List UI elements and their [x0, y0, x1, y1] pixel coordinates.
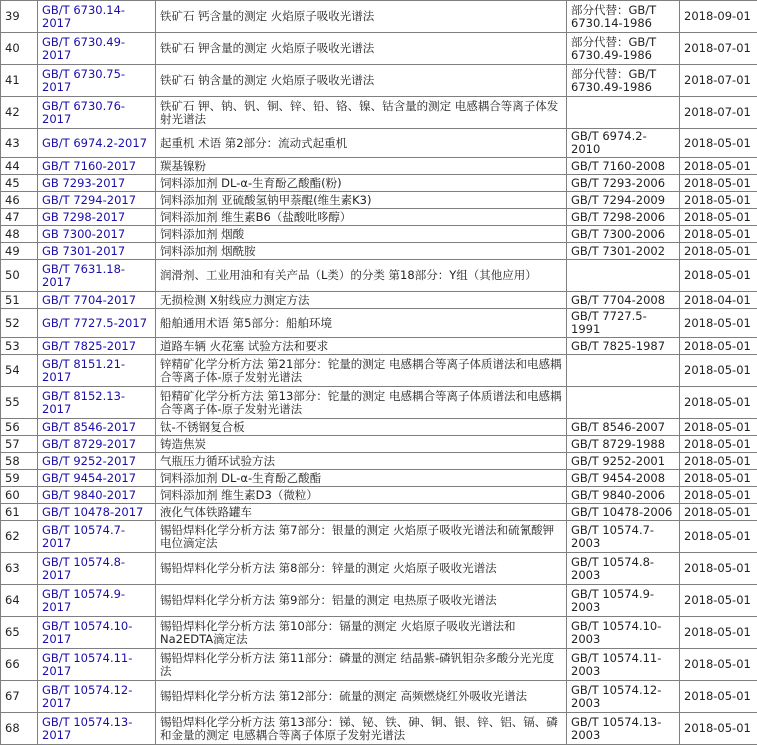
table-row: [1, 713, 757, 745]
effective-date: 2018-07-01: [680, 33, 757, 65]
effective-date: 2018-05-01: [680, 387, 757, 419]
table-row: [1, 649, 757, 681]
standard-code-cell: [38, 97, 156, 129]
table-row: [1, 521, 757, 553]
row-number: 48: [1, 226, 38, 243]
replaced-standard: [567, 355, 680, 387]
row-number: 50: [1, 260, 38, 292]
table-row: [1, 453, 757, 470]
table-row: [1, 260, 757, 292]
standard-code-link[interactable]: GB/T 8151.21-2017: [42, 357, 125, 384]
replaced-standard: 部分代替：GB/T 6730.49-1986: [567, 65, 680, 97]
standard-name: 无损检测 X射线应力测定方法: [156, 292, 567, 309]
replaced-standard: GB/T 10574.7-2003: [567, 521, 680, 553]
replaced-standard: [567, 260, 680, 292]
standard-code-cell: [38, 65, 156, 97]
table-row: [1, 419, 757, 436]
replaced-standard: GB/T 7293-2006: [567, 175, 680, 192]
table-row: [1, 617, 757, 649]
effective-date: 2018-05-01: [680, 521, 757, 553]
standard-code-cell: [38, 553, 156, 585]
standard-code-link[interactable]: GB/T 6730.75-2017: [42, 67, 125, 94]
standard-name: 液化气体铁路罐车: [156, 504, 567, 521]
table-row: [1, 355, 757, 387]
row-number: 49: [1, 243, 38, 260]
standard-name: 道路车辆 火花塞 试验方法和要求: [156, 338, 567, 355]
standard-name: 饲料添加剂 DL-α-生育酚乙酸酯: [156, 470, 567, 487]
row-number: 64: [1, 585, 38, 617]
standard-code-cell: [38, 226, 156, 243]
replaced-standard: GB/T 7298-2006: [567, 209, 680, 226]
replaced-standard: GB/T 9454-2008: [567, 470, 680, 487]
row-number: 44: [1, 158, 38, 175]
effective-date: 2018-05-01: [680, 243, 757, 260]
table-row: [1, 175, 757, 192]
standard-code-cell: [38, 33, 156, 65]
standard-name: 锡铅焊料化学分析方法 第11部分：磷量的测定 结晶紫-磷钒钼杂多酸分光光度法: [156, 649, 567, 681]
table-row: [1, 436, 757, 453]
row-number: 54: [1, 355, 38, 387]
standard-code-link[interactable]: GB/T 9252-2017: [42, 454, 136, 468]
table-row: [1, 33, 757, 65]
effective-date: 2018-05-01: [680, 175, 757, 192]
standard-name: 锡铅焊料化学分析方法 第10部分：镉量的测定 火焰原子吸收光谱法和Na2EDTA滴定法: [156, 617, 567, 649]
standard-code-cell: [38, 419, 156, 436]
standard-name: 气瓶压力循环试验方法: [156, 453, 567, 470]
replaced-standard: GB/T 9252-2001: [567, 453, 680, 470]
row-number: 56: [1, 419, 38, 436]
standard-code-cell: [38, 387, 156, 419]
standard-code-link[interactable]: GB/T 10478-2017: [42, 505, 143, 519]
effective-date: 2018-07-01: [680, 65, 757, 97]
effective-date: 2018-05-01: [680, 419, 757, 436]
standard-name: 船舶通用术语 第5部分：船舶环境: [156, 309, 567, 338]
replaced-standard: GB/T 10574.13-2003: [567, 713, 680, 745]
standard-name: 铁矿石 钙含量的测定 火焰原子吸收光谱法: [156, 1, 567, 33]
standard-code-cell: [38, 175, 156, 192]
row-number: 43: [1, 129, 38, 158]
standard-code-link[interactable]: GB 7300-2017: [42, 227, 125, 241]
standard-code-link[interactable]: GB/T 10574.11-2017: [42, 651, 132, 678]
standard-name: 饲料添加剂 维生素D3（微粒）: [156, 487, 567, 504]
row-number: 51: [1, 292, 38, 309]
standard-name: 起重机 术语 第2部分：流动式起重机: [156, 129, 567, 158]
standard-code-cell: [38, 649, 156, 681]
standard-code-link[interactable]: GB/T 9840-2017: [42, 488, 136, 502]
standard-code-link[interactable]: GB/T 10574.12-2017: [42, 683, 132, 710]
standard-name: 铁矿石 钾、钠、钒、铜、锌、铅、铬、镍、钴含量的测定 电感耦合等离子体发射光谱法: [156, 97, 567, 129]
standard-code-cell: [38, 309, 156, 338]
standard-code-cell: [38, 713, 156, 745]
row-number: 67: [1, 681, 38, 713]
standard-code-link[interactable]: GB/T 6730.14-2017: [42, 3, 125, 30]
standard-name: 饲料添加剂 亚硫酸氢钠甲萘醌(维生素K3): [156, 192, 567, 209]
standard-code-cell: [38, 617, 156, 649]
standard-name: 饲料添加剂 烟酰胺: [156, 243, 567, 260]
standard-code-cell: [38, 585, 156, 617]
replaced-standard: GB/T 9840-2006: [567, 487, 680, 504]
table-row: [1, 504, 757, 521]
standard-name: 锌精矿化学分析方法 第21部分：铊量的测定 电感耦合等离子体质谱法和电感耦合等离子体-原子发射光谱法: [156, 355, 567, 387]
standard-code-cell: [38, 1, 156, 33]
effective-date: 2018-05-01: [680, 309, 757, 338]
effective-date: 2018-05-01: [680, 553, 757, 585]
replaced-standard: [567, 387, 680, 419]
standard-name: 饲料添加剂 DL-α-生育酚乙酸酯(粉): [156, 175, 567, 192]
row-number: 68: [1, 713, 38, 745]
replaced-standard: GB/T 7704-2008: [567, 292, 680, 309]
table-row: [1, 158, 757, 175]
standards-table-body: [1, 1, 757, 745]
standard-name: 羰基镍粉: [156, 158, 567, 175]
standard-code-cell: [38, 192, 156, 209]
effective-date: 2018-05-01: [680, 158, 757, 175]
standard-code-link[interactable]: GB 7293-2017: [42, 176, 125, 190]
standard-code-cell: [38, 129, 156, 158]
effective-date: 2018-05-01: [680, 681, 757, 713]
standard-name: 锡铅焊料化学分析方法 第12部分：硫量的测定 高频燃烧红外吸收光谱法: [156, 681, 567, 713]
table-row: [1, 243, 757, 260]
table-row: [1, 338, 757, 355]
standard-code-cell: [38, 521, 156, 553]
effective-date: 2018-05-01: [680, 436, 757, 453]
standard-code-cell: [38, 338, 156, 355]
effective-date: 2018-05-01: [680, 617, 757, 649]
replaced-standard: GB/T 7727.5-1991: [567, 309, 680, 338]
effective-date: 2018-05-01: [680, 355, 757, 387]
effective-date: 2018-05-01: [680, 470, 757, 487]
replaced-standard: GB/T 8546-2007: [567, 419, 680, 436]
row-number: 53: [1, 338, 38, 355]
standard-code-cell: [38, 209, 156, 226]
table-row: [1, 1, 757, 33]
standard-name: 铅精矿化学分析方法 第13部分：铊量的测定 电感耦合等离子体质谱法和电感耦合等离子体-原子发射光谱法: [156, 387, 567, 419]
effective-date: 2018-05-01: [680, 713, 757, 745]
replaced-standard: GB/T 10574.12-2003: [567, 681, 680, 713]
row-number: 57: [1, 436, 38, 453]
standard-name: 润滑剂、工业用油和有关产品（L类）的分类 第18部分：Y组（其他应用）: [156, 260, 567, 292]
table-row: [1, 309, 757, 338]
row-number: 47: [1, 209, 38, 226]
standard-code-link[interactable]: GB/T 8152.13-2017: [42, 389, 125, 416]
standard-code-link[interactable]: GB/T 6974.2-2017: [42, 136, 147, 150]
row-number: 59: [1, 470, 38, 487]
standard-name: 锡铅焊料化学分析方法 第8部分：锌量的测定 火焰原子吸收光谱法: [156, 553, 567, 585]
effective-date: 2018-09-01: [680, 1, 757, 33]
table-row: [1, 487, 757, 504]
standard-code-link[interactable]: GB/T 7294-2017: [42, 193, 136, 207]
row-number: 55: [1, 387, 38, 419]
standard-name: 锡铅焊料化学分析方法 第13部分：锑、铋、铁、砷、铜、银、锌、铝、镉、磷和金量的测定 电感耦合等离子体原子发射光谱法: [156, 713, 567, 745]
row-number: 66: [1, 649, 38, 681]
standard-code-cell: [38, 292, 156, 309]
row-number: 40: [1, 33, 38, 65]
effective-date: 2018-05-01: [680, 338, 757, 355]
effective-date: 2018-04-01: [680, 292, 757, 309]
row-number: 45: [1, 175, 38, 192]
standard-name: 铁矿石 钠含量的测定 火焰原子吸收光谱法: [156, 65, 567, 97]
replaced-standard: GB/T 7294-2009: [567, 192, 680, 209]
table-row: [1, 209, 757, 226]
row-number: 61: [1, 504, 38, 521]
effective-date: 2018-05-01: [680, 209, 757, 226]
standard-code-cell: [38, 260, 156, 292]
standard-code-link[interactable]: GB/T 6730.76-2017: [42, 99, 125, 126]
standard-code-cell: [38, 158, 156, 175]
standard-name: 钛-不锈钢复合板: [156, 419, 567, 436]
effective-date: 2018-05-01: [680, 192, 757, 209]
replaced-standard: GB/T 6974.2-2010: [567, 129, 680, 158]
row-number: 52: [1, 309, 38, 338]
replaced-standard: 部分代替：GB/T 6730.49-1986: [567, 33, 680, 65]
standard-code-link[interactable]: GB/T 10574.7-2017: [42, 523, 125, 550]
standard-code-link[interactable]: GB/T 6730.49-2017: [42, 35, 125, 62]
standard-code-cell: [38, 436, 156, 453]
row-number: 65: [1, 617, 38, 649]
table-row: [1, 292, 757, 309]
table-row: [1, 129, 757, 158]
table-row: [1, 585, 757, 617]
replaced-standard: GB/T 10574.11-2003: [567, 649, 680, 681]
row-number: 63: [1, 553, 38, 585]
standard-code-link[interactable]: GB/T 10574.8-2017: [42, 555, 125, 582]
replaced-standard: GB/T 8729-1988: [567, 436, 680, 453]
standard-code-cell: [38, 243, 156, 260]
row-number: 60: [1, 487, 38, 504]
standard-name: 铸造焦炭: [156, 436, 567, 453]
row-number: 39: [1, 1, 38, 33]
standard-code-link[interactable]: GB/T 7727.5-2017: [42, 316, 147, 330]
standard-code-link[interactable]: GB 7301-2017: [42, 244, 125, 258]
standard-code-link[interactable]: GB/T 7825-2017: [42, 339, 136, 353]
replaced-standard: 部分代替：GB/T 6730.14-1986: [567, 1, 680, 33]
standard-code-cell: [38, 453, 156, 470]
standard-code-link[interactable]: GB/T 9454-2017: [42, 471, 136, 485]
replaced-standard: GB/T 10574.10-2003: [567, 617, 680, 649]
standard-code-link[interactable]: GB/T 10574.9-2017: [42, 587, 125, 614]
replaced-standard: GB/T 7160-2008: [567, 158, 680, 175]
standard-name: 饲料添加剂 维生素B6（盐酸吡哆醇）: [156, 209, 567, 226]
standard-code-link[interactable]: GB/T 7704-2017: [42, 293, 136, 307]
standard-code-link[interactable]: GB/T 10574.10-2017: [42, 619, 132, 646]
table-row: [1, 387, 757, 419]
row-number: 58: [1, 453, 38, 470]
table-row: [1, 65, 757, 97]
standard-code-cell: [38, 355, 156, 387]
row-number: 41: [1, 65, 38, 97]
table-row: [1, 470, 757, 487]
replaced-standard: GB/T 7301-2002: [567, 243, 680, 260]
standard-name: 锡铅焊料化学分析方法 第9部分：铝量的测定 电热原子吸收光谱法: [156, 585, 567, 617]
replaced-standard: GB/T 7300-2006: [567, 226, 680, 243]
table-row: [1, 97, 757, 129]
standard-code-cell: [38, 470, 156, 487]
effective-date: 2018-05-01: [680, 504, 757, 521]
effective-date: 2018-07-01: [680, 97, 757, 129]
effective-date: 2018-05-01: [680, 585, 757, 617]
replaced-standard: GB/T 10478-2006: [567, 504, 680, 521]
row-number: 42: [1, 97, 38, 129]
table-row: [1, 192, 757, 209]
effective-date: 2018-05-01: [680, 487, 757, 504]
replaced-standard: GB/T 10574.9-2003: [567, 585, 680, 617]
row-number: 62: [1, 521, 38, 553]
standard-code-link[interactable]: GB/T 7160-2017: [42, 159, 136, 173]
effective-date: 2018-05-01: [680, 260, 757, 292]
standard-code-link[interactable]: GB/T 8546-2017: [42, 420, 136, 434]
row-number: 46: [1, 192, 38, 209]
table-row: [1, 553, 757, 585]
standard-name: 铁矿石 钾含量的测定 火焰原子吸收光谱法: [156, 33, 567, 65]
standard-name: 饲料添加剂 烟酸: [156, 226, 567, 243]
standard-code-cell: [38, 487, 156, 504]
standard-code-link[interactable]: GB/T 7631.18-2017: [42, 262, 125, 289]
table-row: [1, 226, 757, 243]
effective-date: 2018-05-01: [680, 129, 757, 158]
standard-name: 锡铅焊料化学分析方法 第7部分：银量的测定 火焰原子吸收光谱法和硫氰酸钾电位滴定法: [156, 521, 567, 553]
standard-code-link[interactable]: GB/T 10574.13-2017: [42, 715, 132, 742]
effective-date: 2018-05-01: [680, 226, 757, 243]
standard-code-link[interactable]: GB/T 8729-2017: [42, 437, 136, 451]
table-row: [1, 681, 757, 713]
replaced-standard: [567, 97, 680, 129]
effective-date: 2018-05-01: [680, 453, 757, 470]
replaced-standard: GB/T 10574.8-2003: [567, 553, 680, 585]
standard-code-link[interactable]: GB 7298-2017: [42, 210, 125, 224]
replaced-standard: GB/T 7825-1987: [567, 338, 680, 355]
standard-code-cell: [38, 504, 156, 521]
effective-date: 2018-05-01: [680, 649, 757, 681]
standard-code-cell: [38, 681, 156, 713]
